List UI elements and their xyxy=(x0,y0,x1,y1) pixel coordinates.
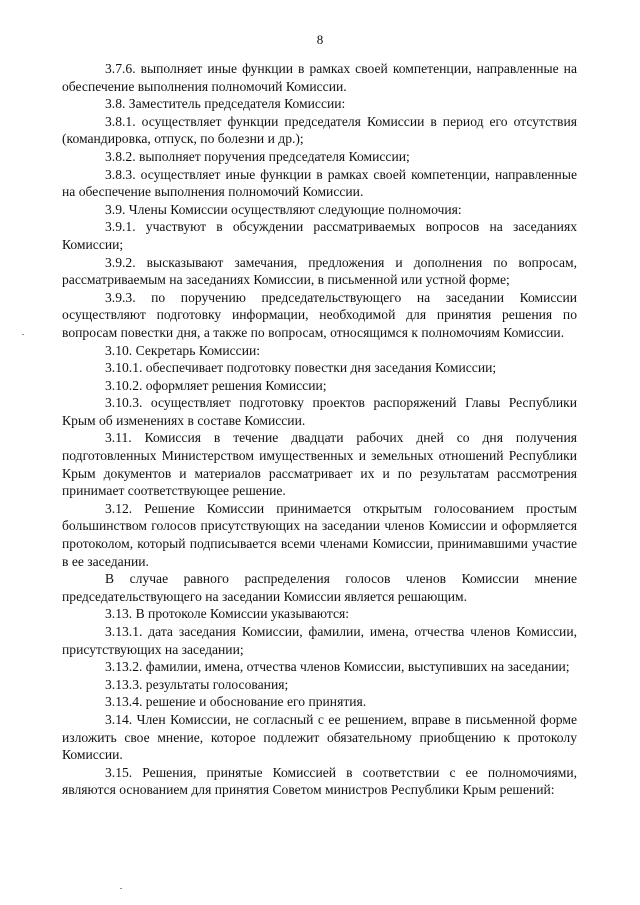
paragraph-3-10-1: 3.10.1. обеспечивает подготовку повестки дня заседания Комиссии; xyxy=(105,360,497,376)
document-body xyxy=(62,60,577,799)
paragraph-3-8: 3.8. Заместитель председателя Комиссии: xyxy=(105,96,346,112)
paragraph-3-13-2: 3.13.2. фамилии, имена, отчества членов Комиссии, выступивших на заседании; xyxy=(105,659,570,675)
paragraph-3-9: 3.9. Члены Комиссии осуществляют следующие полномочия: xyxy=(105,201,462,217)
paragraph-3-13-3: 3.13.3. результаты голосования; xyxy=(105,676,289,692)
paragraph-tie-vote: В случае равного распределения голосов членов Комиссии мнение председательствующего на заседании Комиссии является решающим. xyxy=(62,571,577,604)
paragraph-3-8-1: 3.8.1. осуществляет функции председателя Комиссии в период его отсутствия (командировка, отпуск, по болезни и др.); xyxy=(62,113,577,147)
paragraph-3-13-4: 3.13.4. решение и обоснование его принятия. xyxy=(105,694,367,710)
scan-speck-left xyxy=(22,334,24,335)
paragraph-3-13-1: 3.13.1. дата заседания Комиссии, фамилии, имена, отчества членов Комиссии, присутствующих на заседании; xyxy=(62,624,577,657)
paragraph-3-12: 3.12. Решение Комиссии принимается открытым голосованием простым большинством голосов присутствующих на заседании членов Комиссии и оформляется протоколом, который подписывается всеми членами Комиссии, принимавшими участие в ее заседании. xyxy=(62,500,577,569)
paragraph-3-15: 3.15. Решения, принятые Комиссией в соответствии с ее полномочиями, являются основанием для принятия Советом министров Республики Крым решений: xyxy=(62,764,577,798)
paragraph-3-10-2: 3.10.2. оформляет решения Комиссии; xyxy=(105,377,327,393)
paragraph-3-8-2: 3.8.2. выполняет поручения председателя Комиссии; xyxy=(105,148,410,164)
paragraph-3-7-6: 3.7.6. выполняет иные функции в рамках своей компетенции, направленные на обеспечение выполнения полномочий Комиссии. xyxy=(62,61,577,94)
paragraph-3-11: 3.11. Комиссия в течение двадцати рабочих дней со дня получения подготовленных Министерством имущественных и земельных отношений Республики Крым документов и материалов рассматривает их и по результатам рассмотрения принимает соответствующее решение. xyxy=(62,430,577,499)
paragraph-3-9-3: 3.9.3. по поручению председательствующего на заседании Комиссии осуществляют подготовку информации, необходимой для принятия решения по вопросам повестки дня, а также по вопросам, относящимся к полномочиям Комиссии. xyxy=(62,289,577,340)
paragraph-3-10: 3.10. Секретарь Комиссии: xyxy=(105,342,261,358)
paragraph-3-14: 3.14. Член Комиссии, не согласный с ее решением, вправе в письменной форме изложить свое мнение, которое подлежит обязательному приобщению к протоколу Комиссии. xyxy=(62,711,577,763)
paragraph-3-13: 3.13. В протоколе Комиссии указываются: xyxy=(105,606,350,622)
paragraph-3-10-3: 3.10.3. осуществляет подготовку проектов распоряжений Главы Республики Крым об изменениях в составе Комиссии. xyxy=(62,395,577,428)
paragraph-3-8-3: 3.8.3. осуществляет иные функции в рамках своей компетенции, направленные на обеспечение выполнения полномочий Комиссии. xyxy=(62,166,577,200)
scan-speck-bottom xyxy=(120,888,122,889)
page-number: 8 xyxy=(316,32,324,47)
paragraph-3-9-2: 3.9.2. высказывают замечания, предложения и дополнения по вопросам, рассматриваемым на заседаниях Комиссии, в письменной или устной форме; xyxy=(62,254,577,288)
paragraph-3-9-1: 3.9.1. участвуют в обсуждении рассматриваемых вопросов на заседаниях Комиссии; xyxy=(62,219,577,252)
